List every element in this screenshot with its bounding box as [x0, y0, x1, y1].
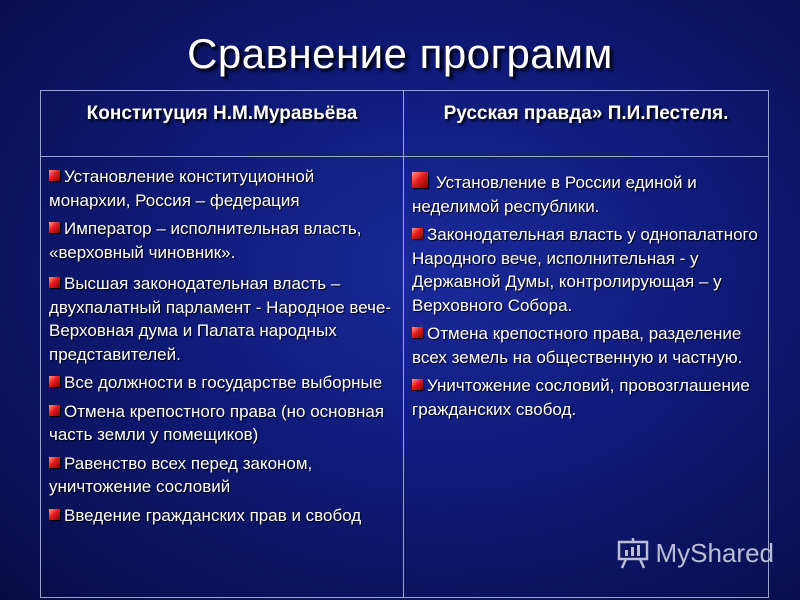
list-item: Введение гражданских прав и свобод [49, 504, 397, 528]
list-item: Все должности в государстве выборные [49, 371, 397, 395]
table-header-row [41, 91, 769, 157]
red-square-bullet-icon [412, 327, 423, 338]
myshared-watermark [616, 536, 775, 570]
pestel-column [404, 157, 769, 598]
muravyov-column [41, 157, 404, 598]
red-square-bullet-icon [49, 277, 60, 288]
list-item: Установление конституционной монархии, Россия – федерация [49, 167, 315, 210]
table-body-row [41, 157, 769, 598]
presentation-board-icon [616, 536, 650, 570]
red-square-bullet-icon [412, 228, 423, 239]
red-square-bullet-icon [49, 457, 60, 468]
list-item: Отмена крепостного права (но основная часть земли у помещиков) [49, 401, 385, 444]
list-item: Отмена крепостного права, разделение всех земель на общественную и частную. [412, 324, 743, 367]
comparison-table [40, 90, 769, 598]
header-pestel: Русская правда» П.И.Пестеля. [404, 91, 769, 157]
red-square-bullet-icon [49, 222, 60, 233]
red-square-bullet-icon [412, 379, 423, 390]
slide-title: Сравнение программ [187, 30, 613, 77]
list-item: Уничтожение сословий, провозглашение гражданских свобод. [412, 376, 750, 419]
list-item: Равенство всех перед законом, уничтожение сословий [49, 453, 313, 496]
red-square-bullet-icon [49, 170, 60, 181]
red-square-bullet-icon [49, 509, 60, 520]
list-item: Установление в России единой и неделимой республики. [412, 173, 697, 216]
list-item: Император – исполнительная власть, «верховный чиновник». [49, 219, 362, 262]
list-item: Высшая законодательная власть – двухпалатный парламент - Народное вече- Верховная дума и Палата народных представителей. [49, 274, 392, 364]
list-item: Законодательная власть у однопалатного Народного вече, исполнительная - у Державной Думы, контролирующая – у Верховного Собора. [412, 225, 758, 315]
watermark-text: MyShared [655, 537, 774, 568]
red-square-bullet-icon [412, 172, 428, 188]
red-square-bullet-icon [49, 376, 60, 387]
red-square-bullet-icon [49, 405, 60, 416]
header-muravyov: Конституция Н.М.Муравьёва [41, 91, 404, 157]
